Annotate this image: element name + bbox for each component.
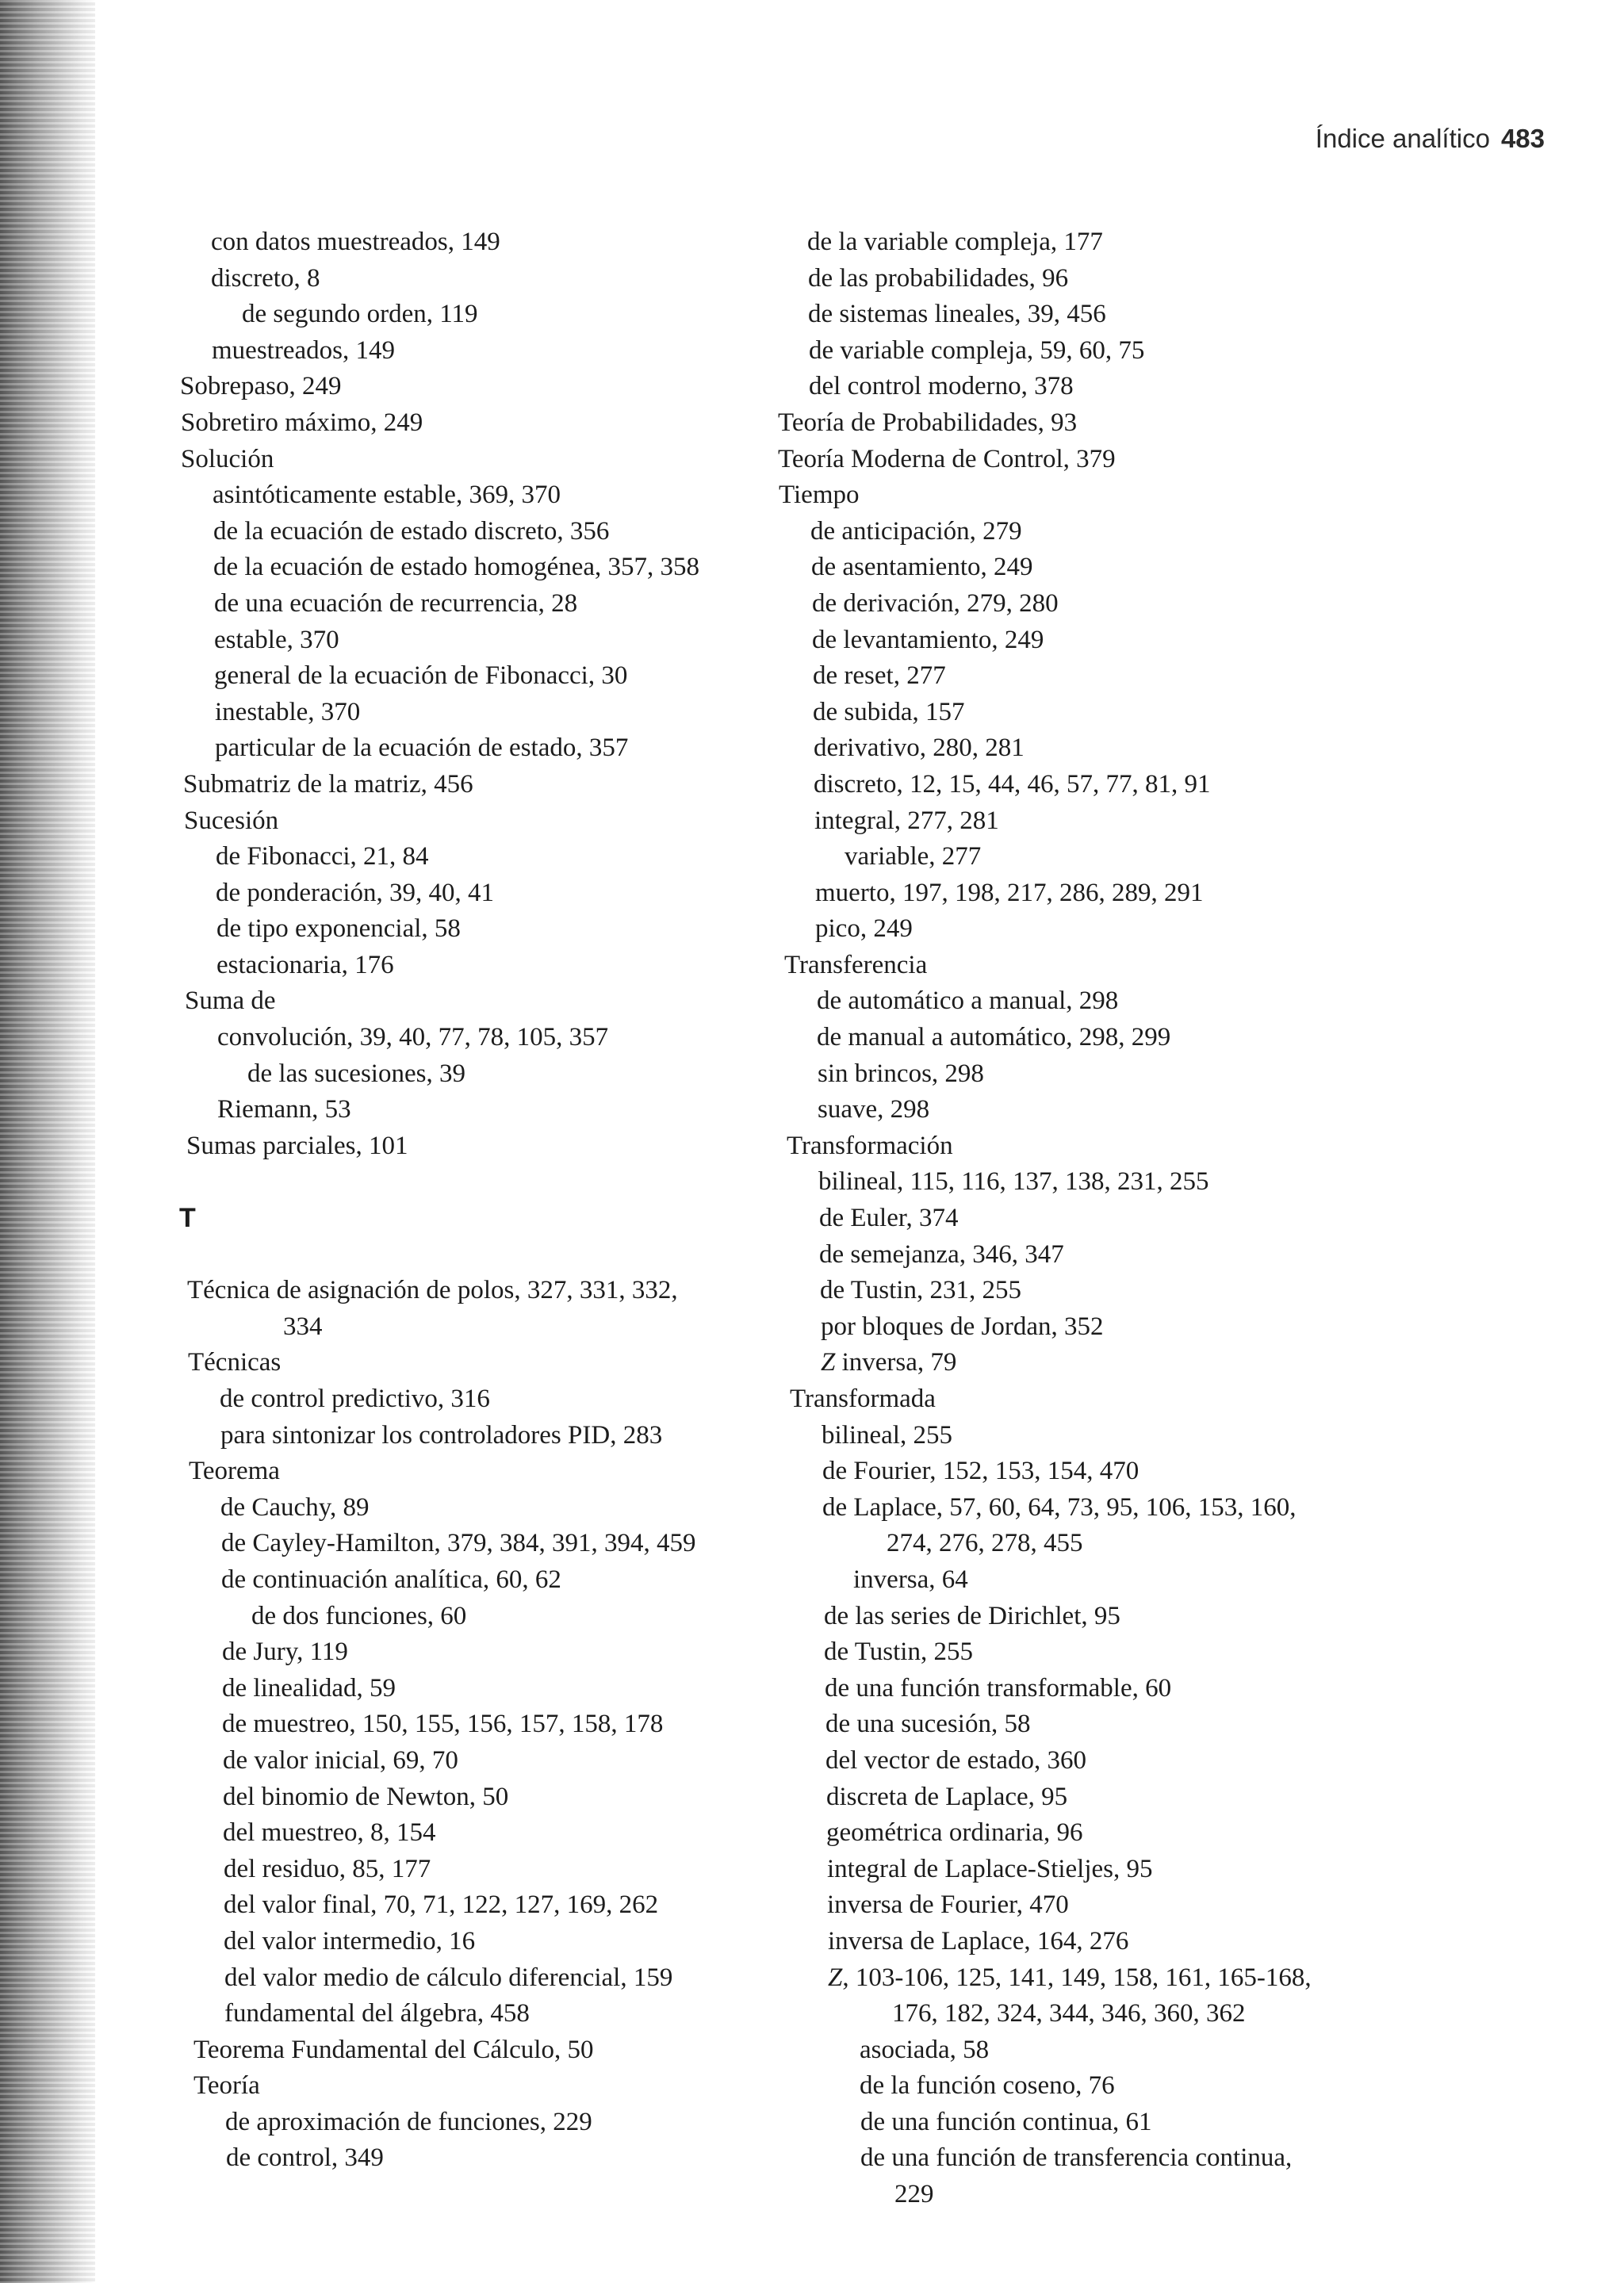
index-subentry (776, 1345, 1410, 1381)
index-entry: Tiempo (779, 481, 860, 510)
index-subentry: de control, 349 (226, 2143, 384, 2173)
right-index-column (776, 224, 1410, 2213)
index-subentry: integral, 277, 281 (814, 806, 999, 835)
index-subentry: estable, 370 (214, 625, 339, 654)
index-entry: Transformación (787, 1131, 953, 1160)
section-gap (179, 1164, 782, 1201)
index-subentry: de la función coseno, 76 (860, 2071, 1115, 2101)
index-subentry: de Tustin, 231, 255 (820, 1276, 1021, 1305)
index-subentry: discreto, 8 (211, 263, 320, 293)
index-subentry: por bloques de Jordan, 352 (821, 1312, 1104, 1341)
index-subentry: derivativo, 280, 281 (814, 734, 1025, 763)
index-subentry: de Euler, 374 (819, 1204, 959, 1233)
index-subentry: integral de Laplace-Stieljes, 95 (827, 1854, 1153, 1883)
index-subentry: estacionaria, 176 (216, 950, 394, 979)
index-entry: Teoría Moderna de Control, 379 (778, 444, 1116, 473)
index-subentry (776, 1960, 1410, 1997)
index-subentry: de las series de Dirichlet, 95 (824, 1601, 1120, 1630)
index-subentry: de automático a manual, 298 (817, 986, 1119, 1016)
index-subentry: de las probabilidades, 96 (808, 263, 1069, 293)
index-subentry: de continuación analítica, 60, 62 (221, 1565, 561, 1594)
index-subentry: de manual a automático, 298, 299 (817, 1023, 1171, 1052)
index-subentry: del binomio de Newton, 50 (223, 1782, 509, 1811)
index-entry: Técnicas (188, 1348, 282, 1377)
index-subentry: de levantamiento, 249 (812, 625, 1044, 654)
index-subentry: Riemann, 53 (217, 1095, 351, 1124)
index-subentry: de derivación, 279, 280 (812, 588, 1059, 618)
index-subentry: de reset, 277 (813, 661, 946, 691)
index-subentry: de la ecuación de estado discreto, 356 (213, 516, 610, 546)
index-entry: Teoría de Probabilidades, 93 (778, 408, 1078, 437)
index-subentry: asociada, 58 (860, 2035, 990, 2064)
index-entry: Submatriz de la matriz, 456 (183, 769, 473, 799)
index-subentry: inestable, 370 (215, 697, 361, 726)
index-entry: Teorema Fundamental del Cálculo, 50 (193, 2035, 594, 2064)
index-entry: Transferencia (784, 950, 928, 979)
entry-text: , 103-106, 125, 141, 149, 158, 161, 165-168, (842, 1963, 1312, 1992)
index-subentry: del valor medio de cálculo diferencial, 159 (224, 1963, 673, 1992)
index-subentry: de aproximación de funciones, 229 (225, 2107, 592, 2136)
index-subentry: fundamental del álgebra, 458 (224, 1999, 530, 2028)
index-subentry: de tipo exponencial, 58 (216, 914, 461, 944)
index-subentry: de semejanza, 346, 347 (819, 1239, 1064, 1269)
index-subentry: bilineal, 255 (822, 1420, 952, 1450)
index-subentry: muerto, 197, 198, 217, 286, 289, 291 (815, 878, 1204, 907)
index-entry: Transformada (790, 1385, 936, 1413)
index-entry: Solución (181, 444, 274, 473)
index-subentry: con datos muestreados, 149 (211, 228, 500, 256)
index-subentry: geométrica ordinaria, 96 (826, 1818, 1083, 1848)
section-gap (179, 1237, 782, 1274)
index-subentry: de una función continua, 61 (860, 2107, 1152, 2136)
index-subentry: de control predictivo, 316 (220, 1385, 490, 1413)
index-subentry: de sistemas lineales, 39, 456 (808, 300, 1106, 329)
italic-variable: Z (828, 1963, 843, 1992)
index-subentry: inversa de Laplace, 164, 276 (828, 1926, 1129, 1955)
index-subentry: de la ecuación de estado homogénea, 357, 358 (213, 553, 700, 582)
index-subentry: de una ecuación de recurrencia, 28 (214, 588, 578, 618)
index-subentry: de segundo orden, 119 (242, 300, 478, 329)
index-subentry: asintóticamente estable, 369, 370 (213, 481, 561, 510)
index-subentry: de una función de transferencia continua, (860, 2143, 1293, 2173)
index-subentry: de valor inicial, 69, 70 (223, 1745, 458, 1775)
index-subentry: del vector de estado, 360 (825, 1745, 1086, 1775)
index-subentry: bilineal, 115, 116, 137, 138, 231, 255 (818, 1167, 1209, 1197)
italic-variable: Z (821, 1348, 836, 1377)
index-subentry: 334 (283, 1312, 323, 1341)
page-number: 483 (1500, 124, 1545, 153)
left-index-column (179, 224, 782, 2177)
index-subentry: inversa, 64 (853, 1565, 968, 1594)
index-subentry: de asentamiento, 249 (811, 553, 1033, 582)
index-subentry: de variable compleja, 59, 60, 75 (809, 335, 1145, 365)
index-subentry: de Laplace, 57, 60, 64, 73, 95, 106, 153, 160, (822, 1492, 1297, 1522)
index-subentry: de muestreo, 150, 155, 156, 157, 158, 178 (222, 1710, 664, 1739)
index-subentry: pico, 249 (815, 914, 913, 944)
index-subentry: del muestreo, 8, 154 (223, 1818, 436, 1848)
index-subentry: convolución, 39, 40, 77, 78, 105, 357 (217, 1023, 609, 1052)
index-subentry: suave, 298 (818, 1095, 930, 1124)
index-subentry: de Fourier, 152, 153, 154, 470 (822, 1457, 1139, 1486)
index-subentry: de Cayley-Hamilton, 379, 384, 391, 394, 459 (221, 1529, 696, 1558)
index-subentry: 274, 276, 278, 455 (887, 1529, 1083, 1558)
index-subentry: del residuo, 85, 177 (224, 1854, 431, 1883)
index-subentry: de anticipación, 279 (810, 516, 1022, 546)
index-entry: Teorema (189, 1457, 280, 1486)
index-subentry: 229 (894, 2180, 934, 2209)
index-subentry: discreta de Laplace, 95 (826, 1782, 1068, 1811)
section-letter: T (179, 1203, 196, 1234)
index-subentry: variable, 277 (845, 842, 982, 871)
index-subentry: para sintonizar los controladores PID, 283 (220, 1420, 663, 1450)
index-subentry: sin brincos, 298 (818, 1059, 984, 1088)
index-entry: Teoría (193, 2071, 260, 2101)
index-subentry: del valor final, 70, 71, 122, 127, 169, 262 (224, 1890, 659, 1920)
index-subentry: de Jury, 119 (222, 1638, 348, 1667)
running-head (1316, 124, 1545, 154)
index-subentry: particular de la ecuación de estado, 357 (215, 734, 629, 763)
index-subentry: de subida, 157 (813, 697, 965, 726)
index-subentry: inversa de Fourier, 470 (827, 1890, 1069, 1920)
index-entry: Sobretiro máximo, 249 (181, 408, 423, 437)
index-subentry: 176, 182, 324, 344, 346, 360, 362 (892, 1999, 1246, 2028)
index-entry: Sumas parciales, 101 (186, 1131, 408, 1160)
index-subentry: de Cauchy, 89 (220, 1492, 370, 1522)
index-subentry: discreto, 12, 15, 44, 46, 57, 77, 81, 91 (814, 769, 1211, 799)
index-subentry: del control moderno, 378 (809, 372, 1074, 401)
index-subentry: de dos funciones, 60 (251, 1601, 467, 1630)
section-title: Índice analítico (1315, 124, 1490, 153)
entry-text: inversa, 79 (835, 1348, 957, 1377)
index-subentry: muestreados, 149 (212, 335, 395, 365)
index-subentry: de Fibonacci, 21, 84 (216, 842, 429, 871)
index-entry: Sobrepaso, 249 (180, 372, 342, 401)
scan-edge-shadow (0, 0, 95, 2283)
index-subentry: de una sucesión, 58 (825, 1710, 1031, 1739)
index-subentry: de Tustin, 255 (824, 1638, 973, 1667)
index-entry: Técnica de asignación de polos, 327, 331, 332, (187, 1276, 678, 1305)
index-entry: Sucesión (184, 806, 279, 835)
index-subentry: de una función transformable, 60 (825, 1673, 1172, 1703)
index-subentry: de la variable compleja, 177 (807, 228, 1103, 256)
index-subentry: de las sucesiones, 39 (247, 1059, 465, 1088)
index-subentry: de ponderación, 39, 40, 41 (216, 878, 494, 907)
index-entry: Suma de (185, 986, 276, 1016)
index-subentry: de linealidad, 59 (222, 1673, 396, 1703)
index-subentry: del valor intermedio, 16 (224, 1926, 476, 1955)
index-subentry: general de la ecuación de Fibonacci, 30 (214, 661, 628, 691)
